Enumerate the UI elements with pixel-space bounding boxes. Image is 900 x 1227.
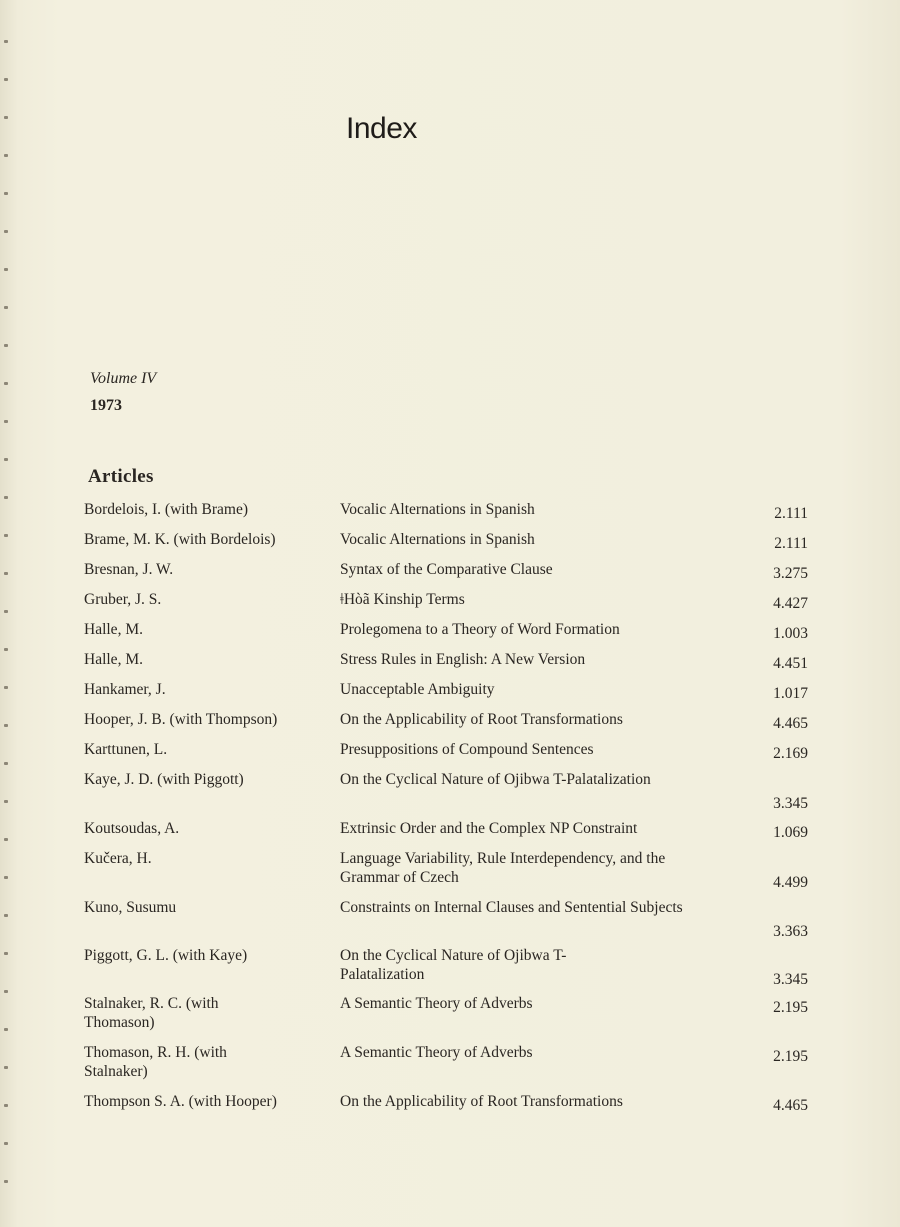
entry-author: Thomason, R. H. (with Stalnaker) [84,1044,227,1080]
entry-author: Thompson S. A. (with Hooper) [84,1093,277,1110]
binding-holes [0,0,14,1227]
entry-title: A Semantic Theory of Adverbs [340,1044,533,1061]
year-label: 1973 [90,397,122,414]
entry-page: 4.465 [773,715,808,732]
entry-title: A Semantic Theory of Adverbs [340,995,533,1012]
entry-author: Hooper, J. B. (with Thompson) [84,711,278,728]
entry-page: 2.111 [774,505,808,522]
entry-author: Brame, M. K. (with Bordelois) [84,531,276,548]
page-title: Index [346,112,417,145]
entry-title: On the Cyclical Nature of Ojibwa T-Palatalization [340,947,567,983]
entry-page: 2.111 [774,535,808,552]
entry-title: Constraints on Internal Clauses and Sentential Subjects [340,899,683,916]
entry-author: Kuno, Susumu [84,899,177,916]
entry-page: 2.195 [773,999,808,1016]
entry-title: On the Applicability of Root Transformations [340,711,623,728]
entry-page: 1.017 [773,685,808,702]
entry-title: Presuppositions of Compound Sentences [340,741,594,758]
entry-page: 3.275 [773,565,808,582]
entry-author: Hankamer, J. [84,681,166,698]
entry-page: 2.169 [773,745,808,762]
entry-author: Piggott, G. L. (with Kaye) [84,947,248,964]
entry-page: 1.003 [773,625,808,642]
entry-title: Extrinsic Order and the Complex NP Constraint [340,820,638,837]
volume-label: Volume IV [90,370,157,387]
entry-author: Bordelois, I. (with Brame) [84,501,249,518]
entry-author: Bresnan, J. W. [84,561,174,578]
entry-title: On the Applicability of Root Transformations [340,1093,623,1110]
entry-page: 4.499 [773,874,808,891]
entry-page: 2.195 [773,1048,808,1065]
entry-author: Halle, M. [84,651,143,668]
entry-title: On the Cyclical Nature of Ojibwa T-Palatalization [340,771,651,788]
entry-title: Vocalic Alternations in Spanish [340,531,535,548]
entry-title: Syntax of the Comparative Clause [340,561,553,578]
entry-title: Prolegomena to a Theory of Word Formation [340,621,620,638]
entry-title: Unacceptable Ambiguity [340,681,495,698]
entry-page: 3.363 [773,923,808,940]
entry-page: 4.427 [773,595,808,612]
entry-title: Stress Rules in English: A New Version [340,651,586,668]
entry-title: ǂHòã Kinship Terms [340,591,465,608]
entry-author: Stalnaker, R. C. (with Thomason) [84,995,219,1031]
entry-page: 3.345 [773,795,808,812]
entry-author: Kaye, J. D. (with Piggott) [84,771,244,788]
entry-page: 1.069 [773,824,808,841]
entry-title: Language Variability, Rule Interdependency, and the Grammar of Czech [340,850,666,886]
entry-author: Gruber, J. S. [84,591,162,608]
entry-page: 4.465 [773,1097,808,1114]
entry-page: 4.451 [773,655,808,672]
entry-author: Halle, M. [84,621,143,638]
entry-author: Koutsoudas, A. [84,820,180,837]
entry-title: Vocalic Alternations in Spanish [340,501,535,518]
entry-author: Kučera, H. [84,850,152,867]
entry-page: 3.345 [773,971,808,988]
section-heading: Articles [88,466,154,487]
entry-author: Karttunen, L. [84,741,168,758]
